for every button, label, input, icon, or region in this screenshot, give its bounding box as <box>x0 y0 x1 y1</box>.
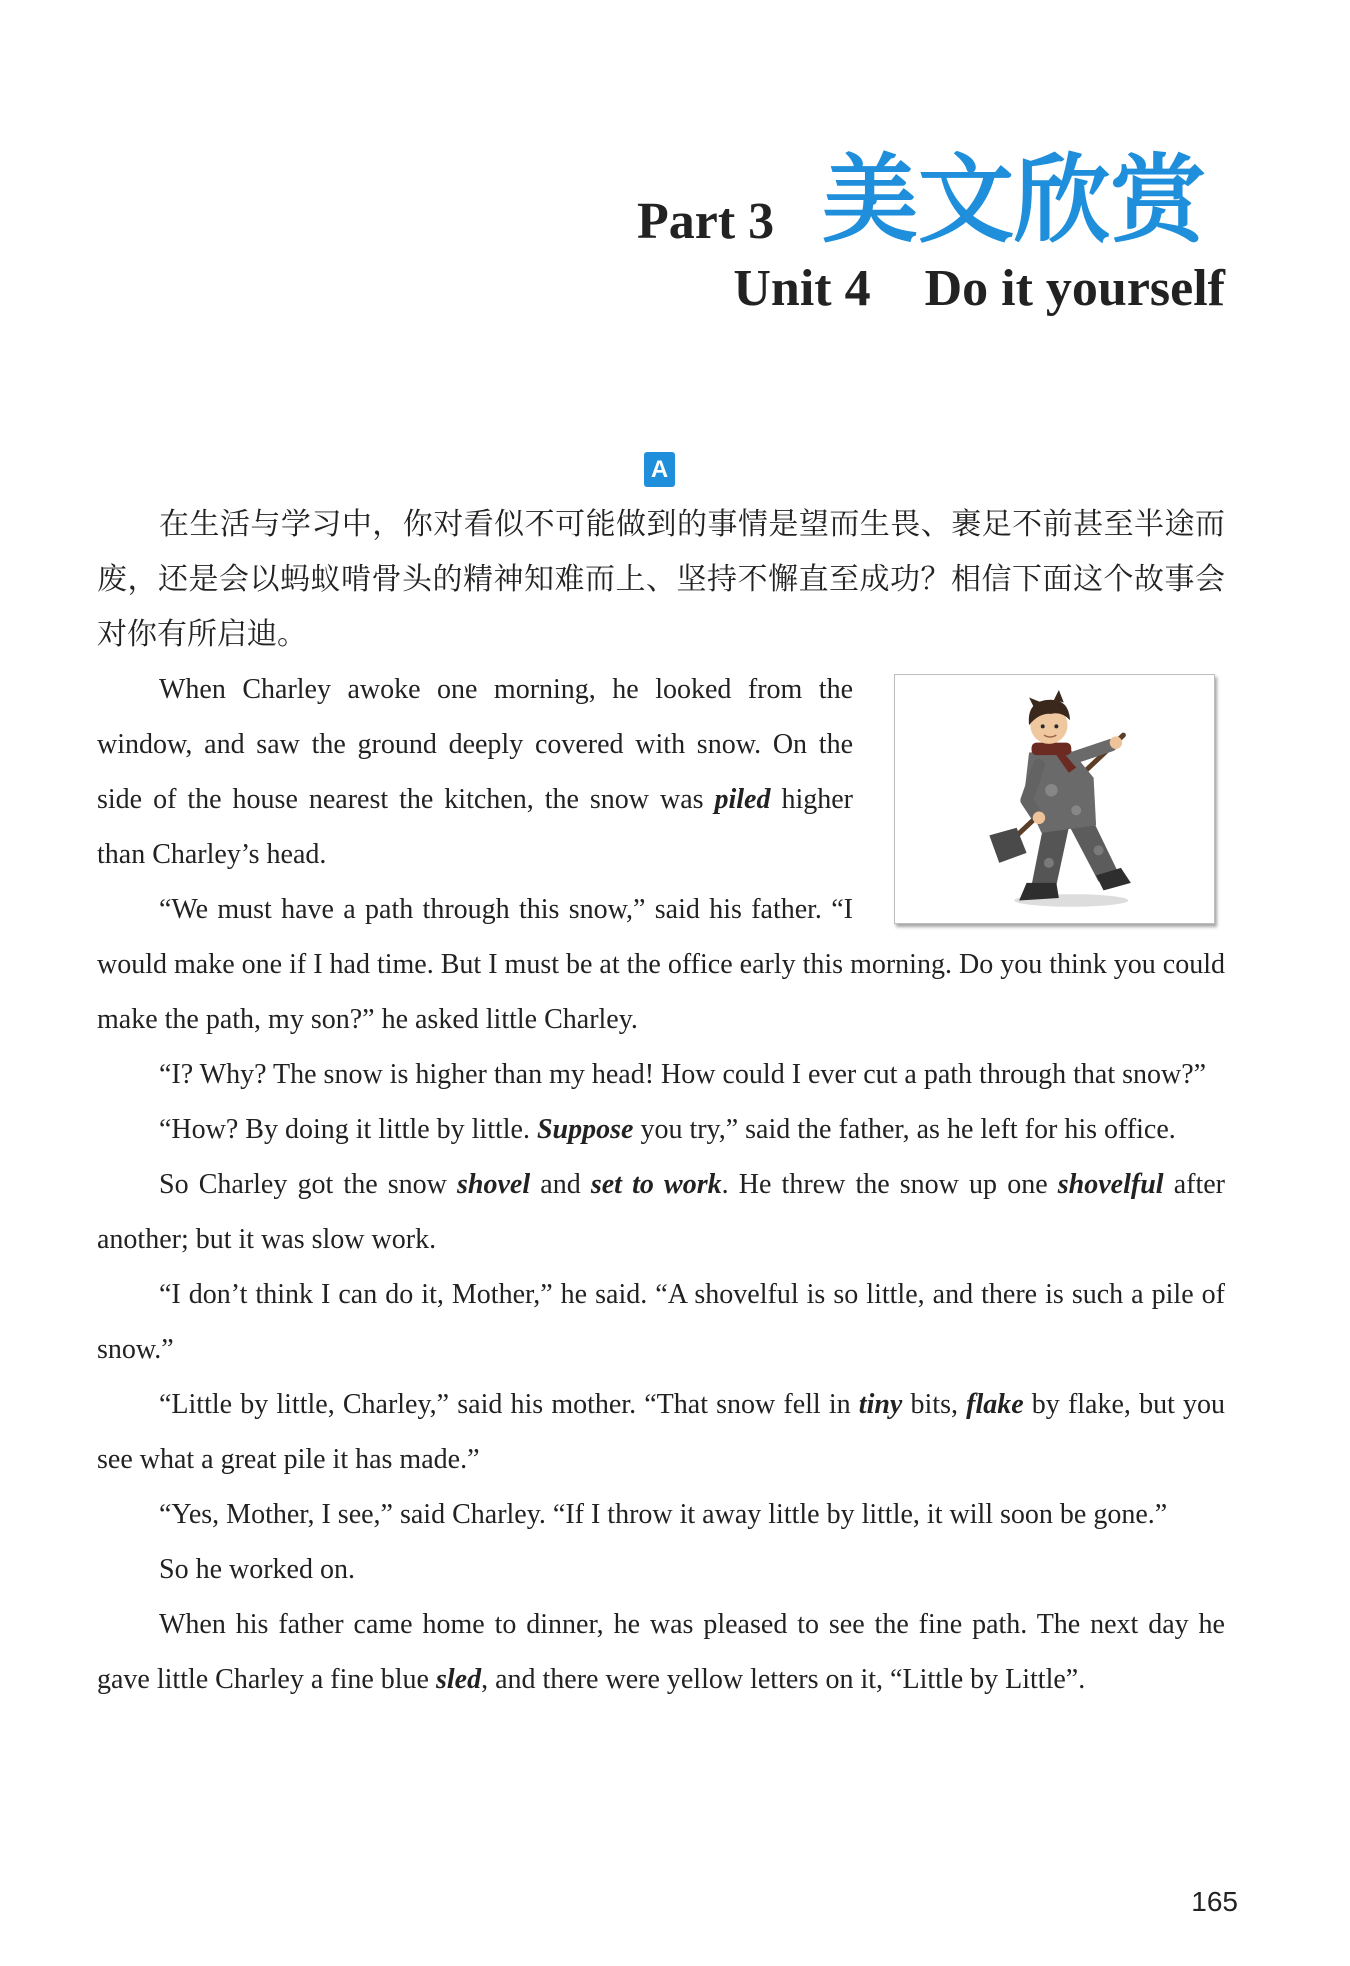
article-body <box>97 497 1225 1707</box>
text-run: by flake, but you see what a great pile it has made.” <box>97 1389 1225 1475</box>
text-run: bits, <box>902 1389 967 1420</box>
text-run: and <box>530 1169 591 1200</box>
story-paragraph-9 <box>97 1542 1225 1597</box>
story-paragraph-7 <box>97 1377 1225 1487</box>
unit-label: Unit 4 <box>733 260 871 317</box>
text-run: “Yes, Mother, I see,” said Charley. “If I throw it away little by little, it will soon be gone.” <box>159 1499 1168 1530</box>
story-paragraph-4 <box>97 1102 1225 1157</box>
illustration-frame <box>894 674 1215 924</box>
text-run: When Charley awoke one morning, he looked from the window, and saw the ground deeply covered with snow. On the side of the house nearest the kitchen, the snow was <box>97 674 853 815</box>
text-run: , and there were yellow letters on it, “Little by Little”. <box>481 1664 1086 1695</box>
story-paragraph-8 <box>97 1487 1225 1542</box>
vocab-word: shovelful <box>1057 1169 1164 1200</box>
section-badge: A <box>644 452 675 487</box>
part-label: Part 3 <box>637 193 775 250</box>
vocab-phrase: set to work <box>590 1169 722 1200</box>
vocab-word: piled <box>714 784 771 815</box>
vocab-word: tiny <box>858 1389 903 1420</box>
text-run: higher than Charley’s head. <box>97 784 854 870</box>
story-paragraph-3 <box>97 1047 1225 1102</box>
text-run: “How? By doing it little by little. <box>159 1114 537 1145</box>
intro-paragraph: 在生活与学习中，你对看似不可能做到的事情是望而生畏、裹足不前甚至半途而废，还是会以蚂蚁啃骨头的精神知难而上、坚持不懈直至成功？相信下面这个故事会对你有所启迪。 <box>97 508 1225 651</box>
vocab-word: flake <box>966 1389 1024 1420</box>
text-run: So he worked on. <box>159 1554 355 1585</box>
text-run: So Charley got the snow <box>159 1169 458 1200</box>
boy-shoveling-snow-icon <box>895 675 1214 923</box>
unit-heading <box>733 260 1225 317</box>
text-run: after another; but it was slow work. <box>97 1169 1225 1255</box>
vocab-word: Suppose <box>536 1114 634 1145</box>
story-paragraph-5 <box>97 1157 1225 1267</box>
text-run: “I don’t think I can do it, Mother,” he said. “A shovelful is so little, and there is such a pile of snow.” <box>97 1279 1225 1365</box>
vocab-word: shovel <box>457 1169 531 1200</box>
text-run: you try,” said the father, as he left for his office. <box>633 1114 1176 1145</box>
unit-title: Do it yourself <box>924 260 1225 317</box>
text-run: “I? Why? The snow is higher than my head! How could I ever cut a path through that snow?” <box>159 1059 1207 1090</box>
page-number: 165 <box>1191 1886 1238 1917</box>
story-paragraph-6 <box>97 1267 1225 1377</box>
section-title: 美文欣赏 <box>822 144 1206 256</box>
text-run: “We must have a path through this snow,” said his father. “I would make one if I had time. But I must be at the office early this morning. Do you think you could make the path, my son?” he asked little Charley. <box>97 894 1225 1035</box>
text-run: “Little by little, Charley,” said his mother. “That snow fell in <box>159 1389 859 1420</box>
text-run: When his father came home to dinner, he was pleased to see the fine path. The next day he gave little Charley a fine blue <box>97 1609 1225 1695</box>
vocab-word: sled <box>435 1664 482 1695</box>
story-paragraph-10 <box>97 1597 1225 1707</box>
text-run: . He threw the snow up one <box>721 1169 1058 1200</box>
